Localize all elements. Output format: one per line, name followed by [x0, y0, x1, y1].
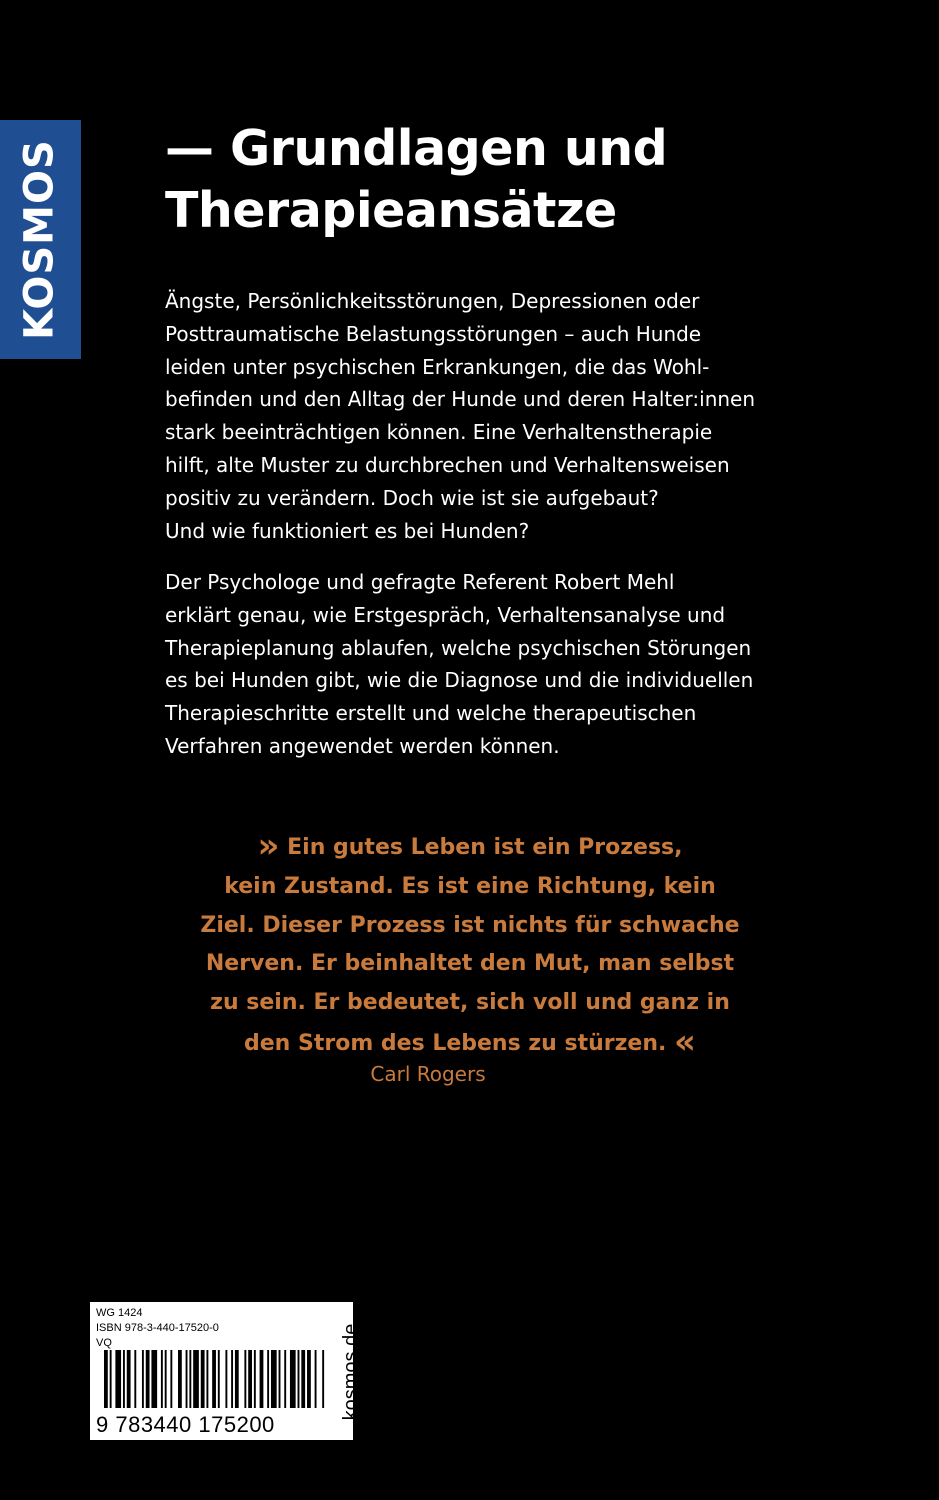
vq-code: VQ	[96, 1337, 112, 1349]
text-line: Verfahren angewendet werden können.	[165, 733, 560, 758]
barcode-box	[90, 1302, 353, 1440]
barcode-bar	[201, 1350, 205, 1408]
quote-line	[120, 827, 820, 868]
wg-code: WG 1424	[96, 1307, 143, 1319]
text-line: befinden und den Alltag der Hunde und deren Halter:innen	[165, 387, 756, 412]
text-line: hilft, alte Muster zu durchbrechen und Verhaltensweisen	[165, 452, 730, 477]
barcode-bar	[290, 1350, 296, 1408]
barcode-bars	[104, 1350, 326, 1418]
text-line: stark beeinträchtigen können. Eine Verhaltenstherapie	[165, 420, 713, 445]
barcode-bar	[186, 1350, 188, 1408]
quote-line	[120, 1023, 820, 1064]
barcode-bar	[244, 1350, 246, 1408]
barcode-digits: 9 783440 175200	[96, 1412, 275, 1437]
barcode-bar	[307, 1350, 311, 1408]
quote-line: zu sein. Er bedeutet, sich voll und ganz in	[210, 990, 730, 1016]
headline	[165, 118, 865, 242]
isbn: ISBN 978-3-440-17520-0	[96, 1322, 219, 1334]
quote-text: den Strom des Lebens zu stürzen.	[244, 1030, 667, 1056]
barcode-bar	[218, 1350, 220, 1408]
text-line: Der Psychologe und gefragte Referent Robert Mehl	[165, 570, 675, 594]
text-line: Ängste, Persönlichkeitsstörungen, Depressionen oder	[165, 289, 700, 313]
quote-line: Nerven. Er beinhaltet den Mut, man selbst	[205, 951, 735, 977]
barcode-bar	[206, 1350, 208, 1408]
barcode-bar	[189, 1350, 191, 1408]
quote-line: kein Zustand. Es ist eine Richtung, kein	[224, 873, 716, 899]
quote-close-mark: «	[674, 1021, 696, 1062]
barcode-bar	[104, 1350, 108, 1408]
barcode-bar	[146, 1350, 150, 1408]
text-line: Therapieplanung ablaufen, welche psychischen Störungen	[165, 635, 752, 660]
barcode-bar	[161, 1350, 163, 1408]
barcode-bar	[165, 1350, 167, 1408]
barcode-bar	[225, 1350, 227, 1408]
barcode-bar	[271, 1350, 277, 1408]
headline-line: Therapieansätze	[165, 182, 617, 239]
text-line: positiv zu verändern. Doch wie ist sie aufgebaut?	[165, 485, 659, 510]
quote-author: Carl Rogers	[370, 1062, 486, 1086]
barcode-bar	[127, 1350, 131, 1408]
barcode-bar	[151, 1350, 157, 1408]
text-line: Therapieschritte erstellt und welche therapeutischen	[165, 701, 697, 726]
barcode-bar	[322, 1350, 324, 1408]
barcode-bar	[279, 1350, 281, 1408]
barcode-bar	[170, 1350, 172, 1408]
barcode-bar	[193, 1350, 199, 1408]
barcode-meta	[96, 1306, 219, 1351]
kosmos-logo-text: KOSMOS	[16, 139, 63, 340]
barcode-bar	[115, 1350, 121, 1408]
text-line: Posttraumatische Belastungsstörungen – auch Hunde	[165, 321, 702, 346]
barcode-bar	[267, 1350, 269, 1408]
website-url: kosmos.de	[340, 1323, 362, 1421]
headline-line: — Grundlagen und	[165, 120, 668, 177]
barcode-bar	[248, 1350, 252, 1408]
description-paragraph-1	[165, 285, 785, 547]
quote-open-mark: »	[257, 826, 280, 866]
text-line: es bei Hunden gibt, wie die Diagnose und die individuellen	[165, 668, 754, 693]
text-line: Und wie funktioniert es bei Hunden?	[165, 518, 530, 543]
barcode-bar	[110, 1350, 112, 1408]
barcode-bar	[298, 1350, 300, 1408]
quote-line: Ziel. Dieser Prozess ist nichts für schwache	[200, 912, 740, 938]
barcode-bar	[315, 1350, 317, 1408]
barcode-bar	[235, 1350, 239, 1408]
quote	[120, 827, 820, 1064]
quote-text: Ein gutes Leben ist ein Prozess,	[287, 835, 683, 860]
barcode-bar	[142, 1350, 144, 1408]
barcode-bar	[301, 1350, 305, 1408]
text-line: erklärt genau, wie Erstgespräch, Verhaltensanalyse und	[165, 602, 726, 627]
barcode-bar	[254, 1350, 256, 1408]
barcode-bar	[260, 1350, 264, 1408]
barcode-bar	[178, 1350, 182, 1408]
barcode-bar	[212, 1350, 216, 1408]
barcode-bar	[123, 1350, 125, 1408]
barcode-bar	[134, 1350, 136, 1408]
description-paragraph-2	[165, 566, 785, 763]
barcode-bar	[284, 1350, 286, 1408]
barcode-bar	[231, 1350, 233, 1408]
text-line: leiden unter psychischen Erkrankungen, die das Wohl-	[165, 354, 710, 379]
